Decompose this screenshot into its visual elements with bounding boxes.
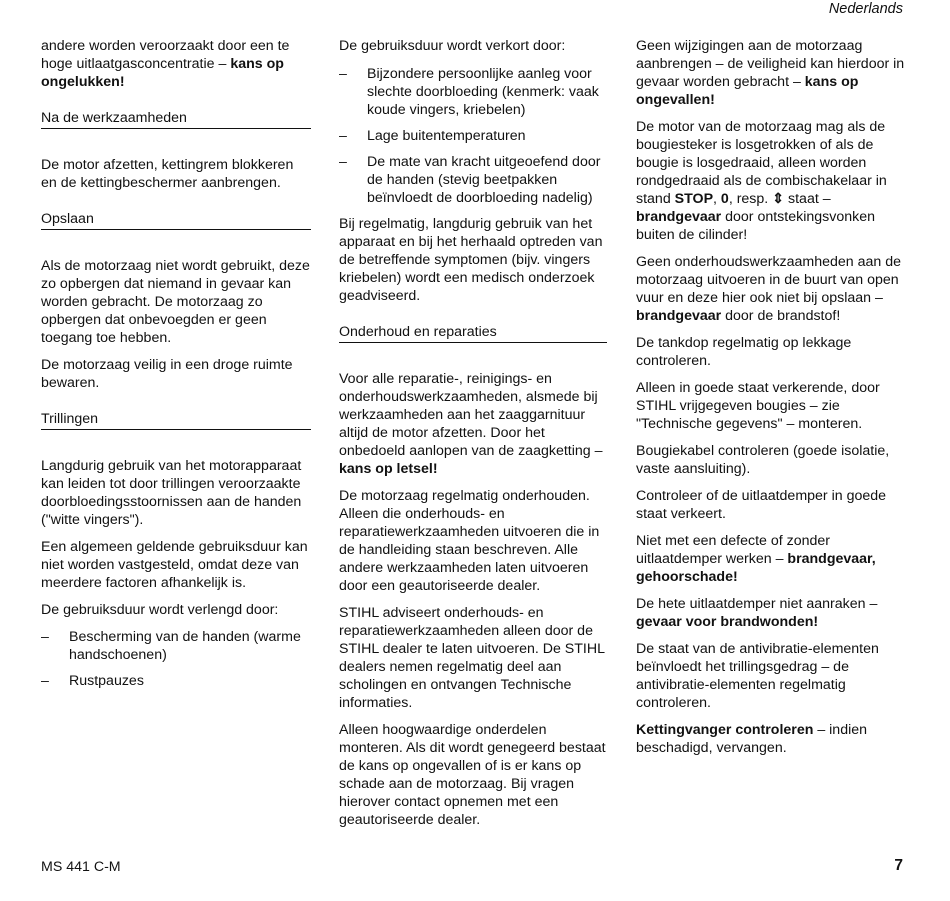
list-dash: – bbox=[41, 673, 49, 689]
list-item bbox=[339, 65, 607, 119]
list-item-text: Rustpauzes bbox=[69, 673, 144, 689]
language-header: Nederlands bbox=[828, 1, 903, 17]
paragraph-text: Niet met een defecte of zonder uitlaatdemper werken – bbox=[636, 533, 831, 567]
warning-text: brandgevaar bbox=[636, 209, 722, 225]
paragraph: De gebruiksduur wordt verkort door: bbox=[339, 38, 566, 54]
switch-position-stop: STOP bbox=[674, 191, 714, 207]
paragraph: De motorzaag regelmatig onderhouden. Alleen die onderhouds- en reparatiewerkzaamheden uitvoeren die in de handleiding staan beschreven. Alle andere werkzaamheden laten uitvoeren door een geautoriseerde dealer. bbox=[339, 488, 600, 594]
paragraph: De staat van de antivibratie-elementen beïnvloedt het trillingsgedrag – de antivibratie-elementen regelmatig controleren. bbox=[636, 641, 879, 711]
list-item bbox=[339, 153, 607, 207]
warning-text: kans op ongelukken! bbox=[41, 56, 284, 90]
paragraph: Bij regelmatig, langdurig gebruik van het apparaat en bij het herhaald optreden van de betreffende symptomen (bijv. vingers kriebelen) wordt een medisch onderzoek geadviseerd. bbox=[339, 216, 603, 304]
warning-text: kans op ongevallen! bbox=[636, 74, 859, 108]
list-item-text: Bescherming van de handen (warme handschoenen) bbox=[69, 629, 301, 663]
list-dash: – bbox=[339, 128, 347, 144]
paragraph: Een algemeen geldende gebruiksduur kan niet worden vastgesteld, omdat deze van meerdere factoren afhankelijk is. bbox=[41, 539, 308, 591]
paragraph: STIHL adviseert onderhouds- en reparatiewerkzaamheden alleen door de STIHL dealer te laten uitvoeren. De STIHL dealers nemen regelmatig deel aan scholingen en ontvangen Technische informaties. bbox=[339, 605, 605, 711]
stop-symbol-icon: ⇕ bbox=[772, 191, 785, 207]
section-heading-vibrations: Trillingen bbox=[41, 410, 311, 430]
section-heading-storage: Opslaan bbox=[41, 210, 311, 230]
warning-text: gevaar voor brandwonden! bbox=[636, 614, 819, 630]
warning-text: brandgevaar, gehoorschade! bbox=[636, 551, 876, 585]
paragraph: Bougiekabel controleren (goede isolatie, vaste aansluiting). bbox=[636, 443, 890, 477]
page-number: 7 bbox=[894, 857, 903, 874]
list-item bbox=[41, 628, 311, 664]
paragraph-text: door de brandstof! bbox=[721, 308, 841, 324]
paragraph: Als de motorzaag niet wordt gebruikt, deze zo opbergen dat niemand in gevaar kan worden gebracht. De motorzaag zo opbergen dat onbevoegden er geen toegang toe hebben. bbox=[41, 258, 310, 346]
paragraph bbox=[636, 595, 906, 631]
paragraph-text: staat – bbox=[784, 191, 831, 207]
column-3 bbox=[636, 37, 906, 766]
paragraph: Alleen in goede staat verkerende, door STIHL vrijgegeven bougies – zie "Technische gegevens" – monteren. bbox=[636, 380, 880, 432]
paragraph bbox=[636, 118, 906, 244]
paragraph bbox=[636, 721, 906, 757]
paragraph-text: Voor alle reparatie-, reinigings- en onderhoudswerkzaamheden, alsmede bij werkzaamheden aan het zaaggarnituur altijd de motor afzetten. Door het onbedoeld aanlopen van de zaagketting – bbox=[339, 371, 603, 459]
warning-text: brandgevaar bbox=[636, 308, 722, 324]
paragraph-text: Geen onderhoudswerkzaamheden aan de motorzaag uitvoeren in de buurt van open vuur en deze hier ook niet bij opslaan – bbox=[636, 254, 902, 306]
paragraph-text: , resp. bbox=[728, 191, 773, 207]
section-heading-maintenance: Onderhoud en reparaties bbox=[339, 323, 607, 343]
model-number: MS 441 C-M bbox=[41, 859, 121, 875]
paragraph-text: , bbox=[713, 191, 721, 207]
paragraph-text: – indien beschadigd, vervangen. bbox=[636, 722, 868, 756]
paragraph: De motor afzetten, kettingrem blokkeren en de kettingbeschermer aanbrengen. bbox=[41, 157, 294, 191]
paragraph-text: De motor van de motorzaag mag als de bougiesteker is losgetrokken of als de bougie is losgedraaid, alleen worden rondgedraaid als de combischakelaar in stand bbox=[636, 119, 887, 207]
warning-text: kans op letsel! bbox=[339, 461, 438, 477]
switch-position-zero: 0 bbox=[720, 191, 729, 207]
paragraph: Controleer of de uitlaatdemper in goede staat verkeert. bbox=[636, 488, 887, 522]
paragraph bbox=[41, 37, 311, 91]
list-item bbox=[339, 127, 607, 145]
list-item-text: Lage buitentemperaturen bbox=[367, 128, 526, 144]
paragraph: De motorzaag veilig in een droge ruimte bewaren. bbox=[41, 357, 293, 391]
paragraph: De gebruiksduur wordt verlengd door: bbox=[41, 602, 279, 618]
paragraph bbox=[636, 37, 906, 109]
paragraph: Alleen hoogwaardige onderdelen monteren. Als dit wordt genegeerd bestaat de kans op ongevallen of is er kans op schade aan de motorzaag. Bij vragen hierover contact opnemen met een geautoriseerde dealer. bbox=[339, 722, 606, 828]
list-dash: – bbox=[339, 154, 347, 170]
paragraph: De tankdop regelmatig op lekkage controleren. bbox=[636, 335, 852, 369]
list-dash: – bbox=[41, 629, 49, 645]
section-heading-after-work: Na de werkzaamheden bbox=[41, 109, 311, 129]
paragraph-text: Geen wijzigingen aan de motorzaag aanbrengen – de veiligheid kan hierdoor in gevaar worden gebracht – bbox=[636, 38, 905, 90]
column-1 bbox=[41, 37, 311, 698]
paragraph bbox=[636, 253, 906, 325]
paragraph bbox=[636, 532, 906, 586]
paragraph-text: door ontstekingsvonken buiten de cilinder! bbox=[636, 209, 875, 243]
list-dash: – bbox=[339, 66, 347, 82]
emphasis-text: Kettingvanger controleren bbox=[636, 722, 814, 738]
paragraph: Langdurig gebruik van het motorapparaat kan leiden tot door trillingen veroorzaakte doorbloedingsstoornissen aan de handen ("witte vingers"). bbox=[41, 458, 302, 528]
paragraph-text: andere worden veroorzaakt door een te hoge uitlaatgasconcentratie – bbox=[41, 38, 290, 72]
list-item bbox=[41, 672, 311, 690]
paragraph-text: De hete uitlaatdemper niet aanraken – bbox=[636, 596, 878, 612]
column-2 bbox=[339, 37, 607, 838]
list-item-text: De mate van kracht uitgeoefend door de handen (stevig beetpakken beïnvloedt de doorbloeding nadelig) bbox=[367, 154, 601, 206]
paragraph bbox=[339, 370, 607, 478]
list-item-text: Bijzondere persoonlijke aanleg voor slechte doorbloeding (kenmerk: vaak koude vingers, kriebelen) bbox=[367, 66, 599, 118]
